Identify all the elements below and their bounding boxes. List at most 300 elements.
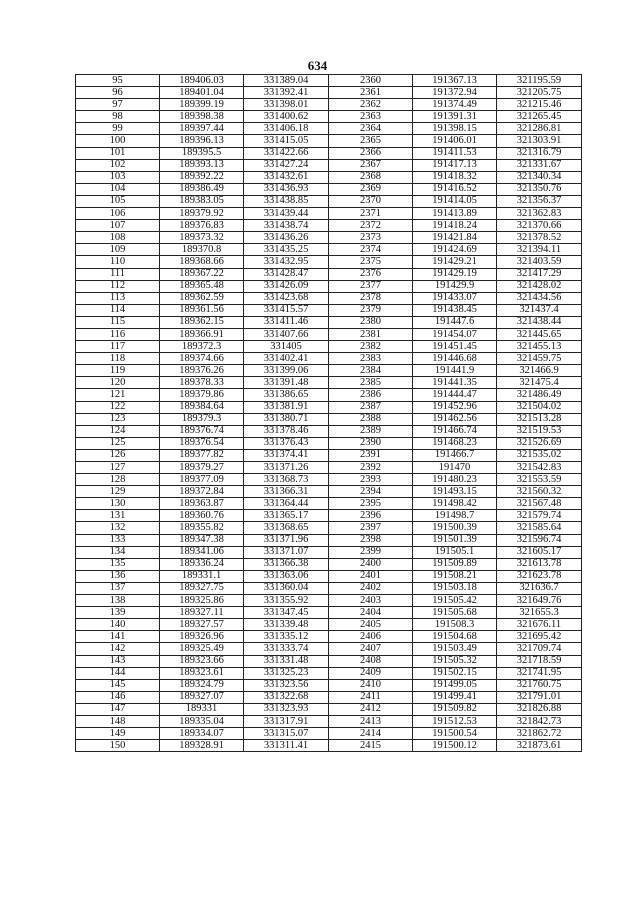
x-coordinate-right-cell: 191418.32	[413, 171, 497, 183]
point-number-left-cell: 149	[76, 728, 160, 740]
table-row	[76, 728, 582, 740]
point-number-right-cell: 2398	[329, 534, 413, 546]
point-number-left-cell: 117	[76, 341, 160, 353]
coordinates-table-body	[76, 75, 582, 752]
x-coordinate-right-cell: 191433.07	[413, 292, 497, 304]
y-coordinate-left-cell: 331400.62	[244, 111, 329, 123]
x-coordinate-left-cell: 189376.83	[160, 220, 244, 232]
y-coordinate-right-cell: 321623.78	[497, 570, 582, 582]
point-number-right-cell: 2382	[329, 341, 413, 353]
y-coordinate-right-cell: 321265.45	[497, 111, 582, 123]
x-coordinate-right-cell: 191503.18	[413, 582, 497, 594]
x-coordinate-left-cell: 189325.49	[160, 643, 244, 655]
y-coordinate-left-cell: 331323.56	[244, 679, 329, 691]
point-number-left-cell: 132	[76, 522, 160, 534]
table-row	[76, 365, 582, 377]
point-number-right-cell: 2377	[329, 280, 413, 292]
x-coordinate-right-cell: 191470	[413, 462, 497, 474]
point-number-right-cell: 2361	[329, 87, 413, 99]
point-number-left-cell: 126	[76, 449, 160, 461]
x-coordinate-left-cell: 189327.75	[160, 582, 244, 594]
point-number-right-cell: 2388	[329, 413, 413, 425]
table-row	[76, 87, 582, 99]
point-number-left-cell: 135	[76, 558, 160, 570]
y-coordinate-left-cell: 331378.46	[244, 425, 329, 437]
point-number-right-cell: 2395	[329, 498, 413, 510]
x-coordinate-right-cell: 191509.89	[413, 558, 497, 570]
y-coordinate-right-cell: 321741.95	[497, 667, 582, 679]
x-coordinate-left-cell: 189355.82	[160, 522, 244, 534]
point-number-left-cell: 145	[76, 679, 160, 691]
point-number-right-cell: 2403	[329, 595, 413, 607]
point-number-right-cell: 2413	[329, 715, 413, 727]
y-coordinate-left-cell: 331423.68	[244, 292, 329, 304]
x-coordinate-right-cell: 191466.74	[413, 425, 497, 437]
x-coordinate-right-cell: 191505.68	[413, 607, 497, 619]
point-number-right-cell: 2372	[329, 220, 413, 232]
x-coordinate-right-cell: 191418.24	[413, 220, 497, 232]
y-coordinate-left-cell: 331335.12	[244, 631, 329, 643]
table-row	[76, 740, 582, 752]
table-row	[76, 631, 582, 643]
x-coordinate-left-cell: 189334.07	[160, 728, 244, 740]
y-coordinate-right-cell: 321596.74	[497, 534, 582, 546]
table-row	[76, 328, 582, 340]
x-coordinate-right-cell: 191466.7	[413, 449, 497, 461]
x-coordinate-right-cell: 191480.23	[413, 474, 497, 486]
point-number-right-cell: 2375	[329, 256, 413, 268]
x-coordinate-right-cell: 191499.41	[413, 691, 497, 703]
y-coordinate-left-cell: 331389.04	[244, 75, 329, 87]
table-row	[76, 413, 582, 425]
y-coordinate-right-cell: 321316.79	[497, 147, 582, 159]
table-row	[76, 147, 582, 159]
x-coordinate-left-cell: 189379.86	[160, 389, 244, 401]
point-number-left-cell: 116	[76, 328, 160, 340]
y-coordinate-right-cell: 321649.76	[497, 595, 582, 607]
x-coordinate-right-cell: 191406.01	[413, 135, 497, 147]
coordinates-table	[75, 74, 582, 752]
y-coordinate-left-cell: 331315.07	[244, 728, 329, 740]
x-coordinate-left-cell: 189327.07	[160, 691, 244, 703]
y-coordinate-left-cell: 331438.85	[244, 195, 329, 207]
x-coordinate-left-cell: 189374.66	[160, 353, 244, 365]
y-coordinate-right-cell: 321350.76	[497, 183, 582, 195]
y-coordinate-right-cell: 321205.75	[497, 87, 582, 99]
x-coordinate-right-cell: 191500.39	[413, 522, 497, 534]
x-coordinate-left-cell: 189396.13	[160, 135, 244, 147]
y-coordinate-left-cell: 331339.48	[244, 619, 329, 631]
point-number-right-cell: 2406	[329, 631, 413, 643]
x-coordinate-right-cell: 191447.6	[413, 316, 497, 328]
x-coordinate-right-cell: 191438.45	[413, 304, 497, 316]
y-coordinate-right-cell: 321445.65	[497, 328, 582, 340]
table-row	[76, 691, 582, 703]
y-coordinate-right-cell: 321403.59	[497, 256, 582, 268]
y-coordinate-left-cell: 331426.09	[244, 280, 329, 292]
table-row	[76, 679, 582, 691]
x-coordinate-left-cell: 189406.03	[160, 75, 244, 87]
y-coordinate-left-cell: 331407.66	[244, 328, 329, 340]
table-row	[76, 377, 582, 389]
table-row	[76, 607, 582, 619]
y-coordinate-left-cell: 331347.45	[244, 607, 329, 619]
point-number-left-cell: 121	[76, 389, 160, 401]
table-row	[76, 437, 582, 449]
x-coordinate-right-cell: 191493.15	[413, 486, 497, 498]
table-row	[76, 304, 582, 316]
x-coordinate-left-cell: 189386.49	[160, 183, 244, 195]
y-coordinate-right-cell: 321340.34	[497, 171, 582, 183]
y-coordinate-right-cell: 321195.59	[497, 75, 582, 87]
x-coordinate-right-cell: 191441.35	[413, 377, 497, 389]
x-coordinate-right-cell: 191505.42	[413, 595, 497, 607]
point-number-right-cell: 2363	[329, 111, 413, 123]
y-coordinate-right-cell: 321331.67	[497, 159, 582, 171]
y-coordinate-right-cell: 321215.46	[497, 99, 582, 111]
point-number-left-cell: 115	[76, 316, 160, 328]
x-coordinate-left-cell: 189360.76	[160, 510, 244, 522]
y-coordinate-left-cell: 331435.25	[244, 244, 329, 256]
x-coordinate-right-cell: 191417.13	[413, 159, 497, 171]
point-number-right-cell: 2405	[329, 619, 413, 631]
point-number-right-cell: 2373	[329, 232, 413, 244]
x-coordinate-right-cell: 191509.82	[413, 703, 497, 715]
point-number-left-cell: 113	[76, 292, 160, 304]
table-row	[76, 353, 582, 365]
x-coordinate-right-cell: 191446.68	[413, 353, 497, 365]
y-coordinate-right-cell: 321718.59	[497, 655, 582, 667]
point-number-left-cell: 143	[76, 655, 160, 667]
point-number-left-cell: 108	[76, 232, 160, 244]
x-coordinate-left-cell: 189393.13	[160, 159, 244, 171]
point-number-right-cell: 2389	[329, 425, 413, 437]
point-number-left-cell: 100	[76, 135, 160, 147]
x-coordinate-right-cell: 191416.52	[413, 183, 497, 195]
point-number-left-cell: 139	[76, 607, 160, 619]
point-number-left-cell: 133	[76, 534, 160, 546]
x-coordinate-right-cell: 191413.89	[413, 208, 497, 220]
y-coordinate-left-cell: 331415.05	[244, 135, 329, 147]
y-coordinate-left-cell: 331371.26	[244, 462, 329, 474]
table-row	[76, 75, 582, 87]
point-number-right-cell: 2381	[329, 328, 413, 340]
y-coordinate-left-cell: 331376.43	[244, 437, 329, 449]
point-number-right-cell: 2400	[329, 558, 413, 570]
y-coordinate-right-cell: 321636.7	[497, 582, 582, 594]
y-coordinate-left-cell: 331428.47	[244, 268, 329, 280]
point-number-left-cell: 148	[76, 715, 160, 727]
table-row	[76, 256, 582, 268]
point-number-right-cell: 2407	[329, 643, 413, 655]
x-coordinate-right-cell: 191505.32	[413, 655, 497, 667]
point-number-right-cell: 2360	[329, 75, 413, 87]
table-row	[76, 268, 582, 280]
x-coordinate-left-cell: 189324.79	[160, 679, 244, 691]
y-coordinate-left-cell: 331432.95	[244, 256, 329, 268]
y-coordinate-right-cell: 321542.83	[497, 462, 582, 474]
x-coordinate-left-cell: 189379.3	[160, 413, 244, 425]
point-number-left-cell: 150	[76, 740, 160, 752]
table-row	[76, 703, 582, 715]
table-row	[76, 208, 582, 220]
y-coordinate-left-cell: 331402.41	[244, 353, 329, 365]
x-coordinate-left-cell: 189347.38	[160, 534, 244, 546]
y-coordinate-right-cell: 321613.78	[497, 558, 582, 570]
point-number-right-cell: 2401	[329, 570, 413, 582]
table-row	[76, 111, 582, 123]
y-coordinate-right-cell: 321605.17	[497, 546, 582, 558]
point-number-left-cell: 119	[76, 365, 160, 377]
x-coordinate-left-cell: 189323.61	[160, 667, 244, 679]
point-number-left-cell: 124	[76, 425, 160, 437]
y-coordinate-right-cell: 321513.28	[497, 413, 582, 425]
point-number-left-cell: 118	[76, 353, 160, 365]
x-coordinate-right-cell: 191414.05	[413, 195, 497, 207]
y-coordinate-right-cell: 321378.52	[497, 232, 582, 244]
x-coordinate-left-cell: 189399.19	[160, 99, 244, 111]
point-number-right-cell: 2366	[329, 147, 413, 159]
table-row	[76, 220, 582, 232]
x-coordinate-right-cell: 191512.53	[413, 715, 497, 727]
x-coordinate-right-cell: 191451.45	[413, 341, 497, 353]
point-number-right-cell: 2397	[329, 522, 413, 534]
point-number-right-cell: 2368	[329, 171, 413, 183]
y-coordinate-left-cell: 331366.31	[244, 486, 329, 498]
point-number-right-cell: 2412	[329, 703, 413, 715]
x-coordinate-right-cell: 191499.05	[413, 679, 497, 691]
y-coordinate-left-cell: 331323.93	[244, 703, 329, 715]
y-coordinate-right-cell: 321303.91	[497, 135, 582, 147]
point-number-left-cell: 95	[76, 75, 160, 87]
x-coordinate-right-cell: 191500.12	[413, 740, 497, 752]
y-coordinate-left-cell: 331427.24	[244, 159, 329, 171]
table-row	[76, 486, 582, 498]
point-number-left-cell: 131	[76, 510, 160, 522]
point-number-right-cell: 2390	[329, 437, 413, 449]
table-row	[76, 474, 582, 486]
y-coordinate-right-cell: 321535.02	[497, 449, 582, 461]
x-coordinate-left-cell: 189328.91	[160, 740, 244, 752]
point-number-left-cell: 112	[76, 280, 160, 292]
point-number-left-cell: 127	[76, 462, 160, 474]
y-coordinate-left-cell: 331363.06	[244, 570, 329, 582]
y-coordinate-right-cell: 321862.72	[497, 728, 582, 740]
table-row	[76, 546, 582, 558]
y-coordinate-left-cell: 331381.91	[244, 401, 329, 413]
table-row	[76, 534, 582, 546]
x-coordinate-right-cell: 191429.21	[413, 256, 497, 268]
x-coordinate-right-cell: 191454.07	[413, 328, 497, 340]
x-coordinate-right-cell: 191508.21	[413, 570, 497, 582]
y-coordinate-right-cell: 321760.75	[497, 679, 582, 691]
x-coordinate-left-cell: 189398.38	[160, 111, 244, 123]
y-coordinate-left-cell: 331406.18	[244, 123, 329, 135]
y-coordinate-left-cell: 331386.65	[244, 389, 329, 401]
point-number-right-cell: 2394	[329, 486, 413, 498]
y-coordinate-right-cell: 321286.81	[497, 123, 582, 135]
point-number-left-cell: 101	[76, 147, 160, 159]
x-coordinate-left-cell: 189372.3	[160, 341, 244, 353]
x-coordinate-right-cell: 191462.56	[413, 413, 497, 425]
point-number-left-cell: 110	[76, 256, 160, 268]
table-row	[76, 570, 582, 582]
point-number-left-cell: 147	[76, 703, 160, 715]
y-coordinate-right-cell: 321655.3	[497, 607, 582, 619]
y-coordinate-left-cell: 331322.68	[244, 691, 329, 703]
point-number-left-cell: 129	[76, 486, 160, 498]
point-number-right-cell: 2380	[329, 316, 413, 328]
table-row	[76, 280, 582, 292]
point-number-left-cell: 107	[76, 220, 160, 232]
y-coordinate-right-cell: 321459.75	[497, 353, 582, 365]
point-number-left-cell: 141	[76, 631, 160, 643]
y-coordinate-right-cell: 321437.4	[497, 304, 582, 316]
x-coordinate-right-cell: 191441.9	[413, 365, 497, 377]
x-coordinate-left-cell: 189362.15	[160, 316, 244, 328]
point-number-right-cell: 2414	[329, 728, 413, 740]
table-row	[76, 341, 582, 353]
y-coordinate-right-cell: 321434.56	[497, 292, 582, 304]
x-coordinate-left-cell: 189376.54	[160, 437, 244, 449]
x-coordinate-left-cell: 189376.26	[160, 365, 244, 377]
point-number-left-cell: 104	[76, 183, 160, 195]
x-coordinate-right-cell: 191500.54	[413, 728, 497, 740]
point-number-left-cell: 138	[76, 595, 160, 607]
table-row	[76, 462, 582, 474]
x-coordinate-right-cell: 191468.23	[413, 437, 497, 449]
table-row	[76, 123, 582, 135]
y-coordinate-right-cell: 321695.42	[497, 631, 582, 643]
y-coordinate-left-cell: 331439.44	[244, 208, 329, 220]
x-coordinate-left-cell: 189401.04	[160, 87, 244, 99]
x-coordinate-right-cell: 191505.1	[413, 546, 497, 558]
point-number-left-cell: 111	[76, 268, 160, 280]
x-coordinate-left-cell: 189384.64	[160, 401, 244, 413]
point-number-left-cell: 122	[76, 401, 160, 413]
y-coordinate-left-cell: 331368.73	[244, 474, 329, 486]
table-row	[76, 171, 582, 183]
x-coordinate-left-cell: 189331.1	[160, 570, 244, 582]
x-coordinate-left-cell: 189341.06	[160, 546, 244, 558]
x-coordinate-left-cell: 189379.27	[160, 462, 244, 474]
point-number-left-cell: 102	[76, 159, 160, 171]
x-coordinate-right-cell: 191508.3	[413, 619, 497, 631]
y-coordinate-right-cell: 321438.44	[497, 316, 582, 328]
x-coordinate-right-cell: 191502.15	[413, 667, 497, 679]
y-coordinate-left-cell: 331436.26	[244, 232, 329, 244]
x-coordinate-left-cell: 189370.8	[160, 244, 244, 256]
y-coordinate-left-cell: 331331.48	[244, 655, 329, 667]
x-coordinate-left-cell: 189336.24	[160, 558, 244, 570]
x-coordinate-left-cell: 189327.11	[160, 607, 244, 619]
table-row	[76, 558, 582, 570]
x-coordinate-left-cell: 189331	[160, 703, 244, 715]
point-number-left-cell: 106	[76, 208, 160, 220]
table-row	[76, 316, 582, 328]
x-coordinate-right-cell: 191452.96	[413, 401, 497, 413]
x-coordinate-left-cell: 189392.22	[160, 171, 244, 183]
x-coordinate-left-cell: 189372.84	[160, 486, 244, 498]
y-coordinate-left-cell: 331405	[244, 341, 329, 353]
point-number-left-cell: 103	[76, 171, 160, 183]
y-coordinate-left-cell: 331371.96	[244, 534, 329, 546]
table-row	[76, 667, 582, 679]
y-coordinate-left-cell: 331392.41	[244, 87, 329, 99]
point-number-right-cell: 2396	[329, 510, 413, 522]
x-coordinate-left-cell: 189365.48	[160, 280, 244, 292]
y-coordinate-right-cell: 321842.73	[497, 715, 582, 727]
x-coordinate-right-cell: 191503.49	[413, 643, 497, 655]
y-coordinate-left-cell: 331415.57	[244, 304, 329, 316]
y-coordinate-right-cell: 321560.32	[497, 486, 582, 498]
x-coordinate-left-cell: 189361.56	[160, 304, 244, 316]
table-row	[76, 292, 582, 304]
point-number-right-cell: 2378	[329, 292, 413, 304]
point-number-left-cell: 130	[76, 498, 160, 510]
table-row	[76, 401, 582, 413]
x-coordinate-right-cell: 191398.15	[413, 123, 497, 135]
point-number-left-cell: 134	[76, 546, 160, 558]
point-number-left-cell: 146	[76, 691, 160, 703]
x-coordinate-right-cell: 191429.9	[413, 280, 497, 292]
y-coordinate-left-cell: 331365.17	[244, 510, 329, 522]
x-coordinate-right-cell: 191421.84	[413, 232, 497, 244]
x-coordinate-left-cell: 189376.74	[160, 425, 244, 437]
y-coordinate-left-cell: 331368.65	[244, 522, 329, 534]
x-coordinate-left-cell: 189373.32	[160, 232, 244, 244]
y-coordinate-left-cell: 331411.46	[244, 316, 329, 328]
point-number-left-cell: 125	[76, 437, 160, 449]
point-number-left-cell: 144	[76, 667, 160, 679]
x-coordinate-right-cell: 191372.94	[413, 87, 497, 99]
y-coordinate-right-cell: 321585.64	[497, 522, 582, 534]
point-number-right-cell: 2386	[329, 389, 413, 401]
y-coordinate-left-cell: 331436.93	[244, 183, 329, 195]
point-number-right-cell: 2411	[329, 691, 413, 703]
point-number-right-cell: 2402	[329, 582, 413, 594]
y-coordinate-left-cell: 331360.04	[244, 582, 329, 594]
y-coordinate-left-cell: 331311.41	[244, 740, 329, 752]
point-number-left-cell: 128	[76, 474, 160, 486]
point-number-right-cell: 2370	[329, 195, 413, 207]
y-coordinate-right-cell: 321579.74	[497, 510, 582, 522]
x-coordinate-left-cell: 189327.57	[160, 619, 244, 631]
point-number-left-cell: 140	[76, 619, 160, 631]
table-row	[76, 99, 582, 111]
x-coordinate-left-cell: 189366.91	[160, 328, 244, 340]
x-coordinate-right-cell: 191424.69	[413, 244, 497, 256]
y-coordinate-right-cell: 321567.48	[497, 498, 582, 510]
table-row	[76, 232, 582, 244]
y-coordinate-right-cell: 321486.49	[497, 389, 582, 401]
point-number-left-cell: 142	[76, 643, 160, 655]
table-row	[76, 595, 582, 607]
y-coordinate-left-cell: 331432.61	[244, 171, 329, 183]
y-coordinate-left-cell: 331371.07	[244, 546, 329, 558]
y-coordinate-right-cell: 321519.53	[497, 425, 582, 437]
table-row	[76, 425, 582, 437]
x-coordinate-left-cell: 189335.04	[160, 715, 244, 727]
x-coordinate-right-cell: 191374.49	[413, 99, 497, 111]
x-coordinate-left-cell: 189379.92	[160, 208, 244, 220]
point-number-right-cell: 2379	[329, 304, 413, 316]
point-number-right-cell: 2391	[329, 449, 413, 461]
point-number-right-cell: 2387	[329, 401, 413, 413]
y-coordinate-right-cell: 321709.74	[497, 643, 582, 655]
x-coordinate-left-cell: 189323.66	[160, 655, 244, 667]
table-row	[76, 183, 582, 195]
